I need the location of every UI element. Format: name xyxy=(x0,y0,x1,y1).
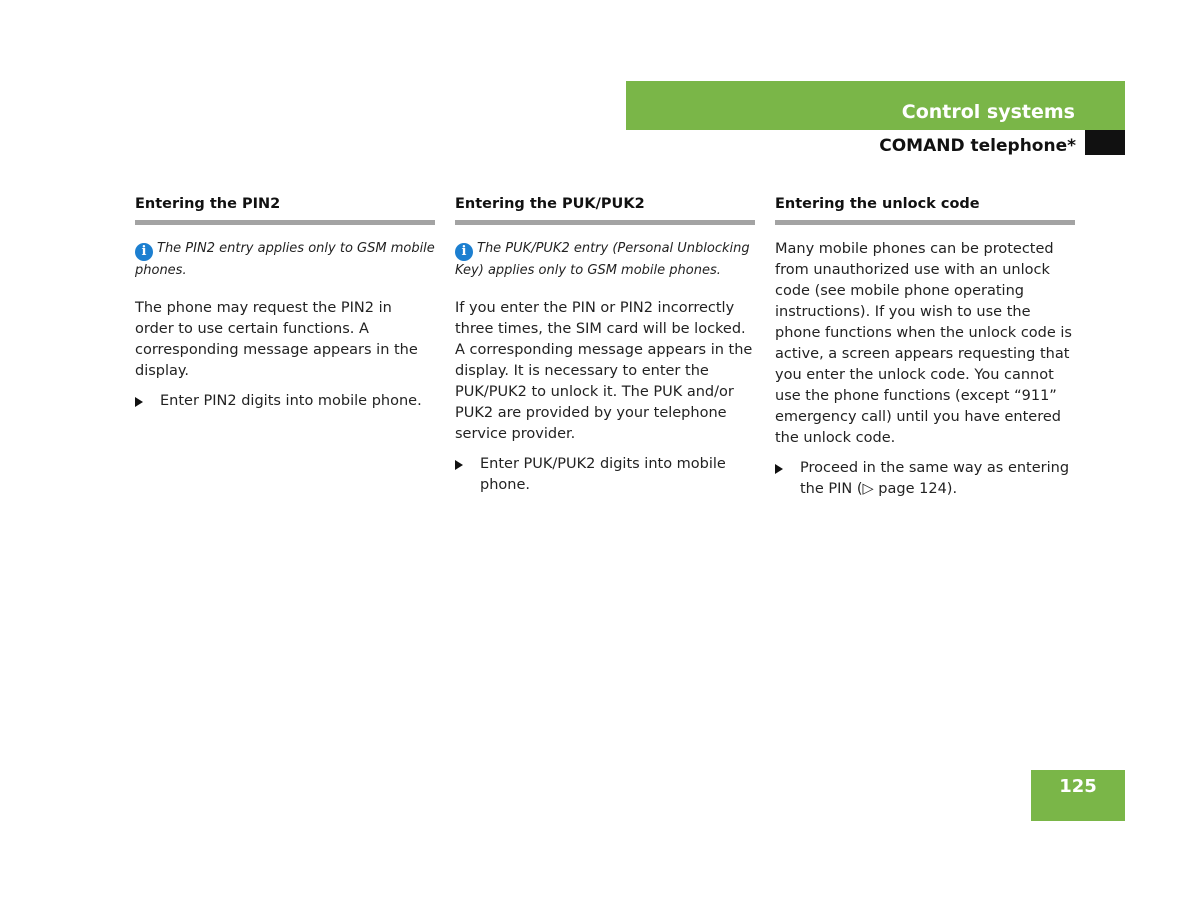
info-note-text: The PUK/PUK2 entry (Personal Unblocking Key) applies only to GSM mobile phones. xyxy=(455,241,750,278)
instruction-step xyxy=(775,458,1075,500)
info-icon: i xyxy=(135,243,153,261)
instruction-text: Enter PUK/PUK2 digits into mobile phone. xyxy=(480,456,726,493)
column-heading: Entering the PIN2 xyxy=(135,196,435,225)
page-number: 125 xyxy=(1059,776,1097,797)
body-paragraph: Many mobile phones can be protected from unauthorized use with an unlock code (see mobile phone operating instructions). If you wish to use the phone functions when the unlock code is active, a screen appears requesting that you enter the unlock code. You cannot use the phone functions (except “911” emergency call) until you have entered the unlock code. xyxy=(775,241,1072,446)
triangle-bullet-icon xyxy=(775,464,783,474)
triangle-bullet-icon xyxy=(455,460,463,470)
section-title: Control systems xyxy=(901,101,1075,123)
page-number-box xyxy=(1031,770,1125,821)
subsection-title: COMAND telephone* xyxy=(879,136,1076,156)
column-heading: Entering the PUK/PUK2 xyxy=(455,196,755,225)
instruction-text: Proceed in the same way as entering the PIN (▷ page 124). xyxy=(800,460,1070,497)
info-note xyxy=(455,239,755,280)
body-paragraph: The phone may request the PIN2 in order to use certain functions. A corresponding message appears in the display. xyxy=(135,300,418,379)
section-marker-tab xyxy=(1085,130,1125,155)
column-heading: Entering the unlock code xyxy=(775,196,1075,225)
header-band xyxy=(626,81,1125,130)
column-unlock-code xyxy=(775,196,1075,500)
instruction-step xyxy=(135,391,435,412)
instruction-step xyxy=(455,454,755,496)
instruction-text: Enter PIN2 digits into mobile phone. xyxy=(160,393,422,409)
body-paragraph: If you enter the PIN or PIN2 incorrectly three times, the SIM card will be locked. A corresponding message appears in the display. It is necessary to enter the PUK/PUK2 to unlock it. The PUK and/or PUK2 are provided by your telephone service provider. xyxy=(455,300,753,442)
info-note-text: The PIN2 entry applies only to GSM mobile phones. xyxy=(135,241,435,278)
triangle-bullet-icon xyxy=(135,397,143,407)
info-icon: i xyxy=(455,243,473,261)
column-puk xyxy=(455,196,755,496)
info-note xyxy=(135,239,435,280)
column-pin2 xyxy=(135,196,435,412)
